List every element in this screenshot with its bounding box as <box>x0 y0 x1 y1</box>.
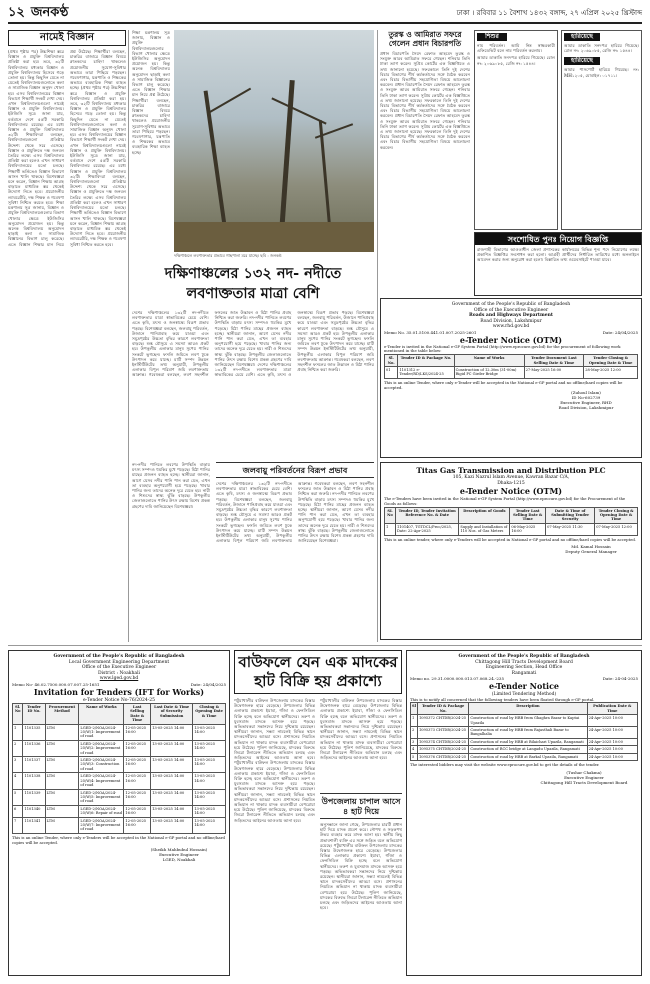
lged-cell: 12-05-2025 16:00 <box>124 724 151 740</box>
lged-footer: This is an online Tender, where only e-Tenders will be accepted in the National e-GP portal and no offline/hard copies will be accepted. <box>12 834 225 845</box>
rhd-td-name: Construction of 12.30m (31-00m) Rigid PC Girder Bridge <box>454 366 524 378</box>
chtdb-signer: (Tushar Chakma) <box>566 769 602 775</box>
lged-cell: 13-05-2025 14:00 <box>151 789 193 805</box>
lead-text-5: দেশের দক্ষিণাঞ্চলের ১৩২টি নদ-নদীতে লবণাক্ততার মাত্রা স্বাভাবিকের চেয়ে বেশি। এতে কৃষি, মৎস্য ও জনস্বাস্থ্যে বিরূপ প্রভাব পড়ছে। বিশেষজ্ঞরা বলছেন, জলবায়ু পরিবর্তন, উজানে পানিপ্রবাহ কমে যাওয়া এবং সমুদ্রপৃষ্ঠের উচ্চতা বৃদ্ধির কারণে লবণাক্ততা বাড়ছে। শুষ্ক মৌসুমে এ সমস্যা আরও প্রকট হয়। উপকূলীয় এলাকার মানুষ সুপেয় পানির সংকটে ভুগছেন। ফসলি জমিতে লবণ ঢুকে উৎপাদন কমে যাচ্ছে। মাটি সম্পদ উন্নয়ন ইনস্টিটিউটের তথ্য অনুযায়ী, উপকূলীয় এলাকার বিপুল পরিমাণ জমি লবণাক্ততায় আক্রান্ত। গবেষকরা বলছেন, লবণ সহনশীল ফসলের জাত উদ্ভাবন ও মিঠা পানির প্রবাহ নিশ্চিত করা জরুরি। <box>216 481 374 544</box>
titas-address: 105, Kazi Nazrul Islam Avenue, Kawran Bazar C/A, <box>452 475 570 480</box>
mini-ad-2-text: আমার ডাকাতি সনদপত্র হারিয়ে গিয়েছে। রোল নং: ২০৬৯০৮৫, রেজি নং: ১৫৪৪। <box>564 43 639 54</box>
chtdb-place: Rangamati <box>511 670 537 676</box>
science-story-heading: নামেই বিজ্ঞান <box>8 30 126 46</box>
chtdb-cell: 24-Apr-2025 10:00 <box>587 746 637 753</box>
lged-signer: (Sheikh Mahbubul Hossain) <box>150 847 208 853</box>
table-row <box>13 724 226 740</box>
chtdb-date: Date: 24-04-2025 <box>602 676 638 681</box>
page-number: ১২ <box>8 4 25 20</box>
photo-caption: দক্ষিণাঞ্চলে লবণাক্ততার প্রভাবে গাছপালা মরে যাচ্ছে। ছবি : জনকণ্ঠ <box>174 253 282 258</box>
science-story-text-3: (প্রথম পৃষ্ঠার পর) উচ্চশিক্ষা স্তরে বিজ্ঞান ও প্রযুক্তি বিশ্ববিদ্যালয় প্রতিষ্ঠা করা হয়। তবে, ৩২টি বিশ্ববিদ্যালয় মধ্যকার বিজ্ঞান ও প্রযুক্তি বিশ্ববিদ্যালয় হিসেবে গড়ে তোলা হয়। কিন্তু কিছুদিন যেতে না যেতেই বিশ্ববিদ্যালয়গুলোতে কলা ও সামাজিক বিজ্ঞান অনুষদ খোলা হয়। এসব বিশ্ববিদ্যালয়ের বিজ্ঞান বিভাগে শিক্ষার্থী সংকট দেখা দেয়। এখন বিশ্ববিদ্যালয়গুলো নামেই বিজ্ঞান ও প্রযুক্তি বিশ্ববিদ্যালয়। ইউজিসি সূত্রে জানা যায়, বর্তমানে দেশে ৫৫টি সরকারি বিশ্ববিদ্যালয় রয়েছে। এর মধ্যে বিজ্ঞান ও প্রযুক্তি বিশ্ববিদ্যালয় ৩২টি। শিক্ষাবিদরা বলছেন, বিশ্ববিদ্যালয়গুলো প্রতিষ্ঠার উদ্দেশ্য থেকে সরে এসেছে। বিজ্ঞান ও প্রযুক্তিতে দক্ষ জনবল তৈরির লক্ষ্যে এসব বিশ্ববিদ্যালয় প্রতিষ্ঠা করা হলেও এখন সাধারণ বিশ্ববিদ্যালয়ের মতো চলছে। শিক্ষার্থী ভর্তিতেও বিজ্ঞান বিভাগে আসন খালি থাকছে। বিশেষজ্ঞরা মনে করেন, বিজ্ঞান শিক্ষায় আগ্রহ বাড়াতে মাধ্যমিক স্তর থেকেই উদ্যোগ নিতে হবে। প্রয়োজনীয় ল্যাবরেটরি, দক্ষ শিক্ষক ও গবেষণা সুবিধা নিশ্চিত করতে হবে। <box>70 85 126 247</box>
lged-cell: 13-05-2025 14:00 <box>193 724 226 740</box>
salinity-photo <box>174 30 374 252</box>
lged-title: Invitation for Tenders (IFT for Works) <box>33 686 205 697</box>
table-row <box>411 715 638 727</box>
recruit-notice <box>474 232 642 296</box>
drug-text-1: পটুয়াখালীর বাউফল উপজেলায় মাদকের বিস্তার উদ্বেগজনক হারে বেড়েছে। উপজেলার বিভিন্ন এলাকায় প্রকাশ্যে ইয়াবা, গাঁজা ও ফেনসিডিল বিক্রি হচ্ছে বলে অভিযোগ স্থানীয়দের। তরুণ ও যুবসমাজ মাদকে আসক্ত হয়ে পড়ছে। অভিভাবকরা সন্তানদের নিয়ে দুশ্চিন্তায় রয়েছেন। স্থানীয়রা জানান, সন্ধ্যা নামলেই বিভিন্ন স্থানে মাদকসেবীদের আড্ডা বসে। প্রশাসনের নিয়মিত অভিযান না থাকায় মাদক ব্যবসায়ীরা বেপরোয়া হয়ে উঠেছে। পুলিশ জানিয়েছে, মাদকের বিরুদ্ধে জিরো টলারেন্স নীতিতে অভিযান চলছে এবং জড়িতদের আইনের আওতায় আনা হবে। <box>234 698 315 761</box>
lged-cell: 1101340 <box>23 805 45 817</box>
lead-subhead-body <box>216 481 374 637</box>
lged-cell: 13-05-2025 14:00 <box>193 740 226 756</box>
chtdb-cell: Construction of RCC bridge at Langadu Upazila, Rangamati <box>469 746 587 753</box>
lged-cell: 12-05-2025 16:00 <box>124 740 151 756</box>
drug-story <box>234 650 402 976</box>
rhd-tender-notice <box>380 298 642 458</box>
lged-cell: 1 <box>13 724 23 740</box>
table-row <box>411 753 638 760</box>
rhd-signer-id: ID No-602739 <box>571 395 601 401</box>
titas-th-id: Tender ID, Tender Invitation Reference No. & Date <box>395 507 458 523</box>
table-row <box>411 738 638 745</box>
science-story-text: (প্রথম পৃষ্ঠার পর) উচ্চশিক্ষা স্তরে বিজ্ঞান ও প্রযুক্তি বিশ্ববিদ্যালয় প্রতিষ্ঠা করা হয়। তবে, ৩২টি বিশ্ববিদ্যালয় মধ্যকার বিজ্ঞান ও প্রযুক্তি বিশ্ববিদ্যালয় হিসেবে গড়ে তোলা হয়। কিন্তু কিছুদিন যেতে না যেতেই বিশ্ববিদ্যালয়গুলোতে কলা ও সামাজিক বিজ্ঞান অনুষদ খোলা হয়। এসব বিশ্ববিদ্যালয়ের বিজ্ঞান বিভাগে শিক্ষার্থী সংকট দেখা দেয়। এখন বিশ্ববিদ্যালয়গুলো নামেই বিজ্ঞান ও প্রযুক্তি বিশ্ববিদ্যালয়। ইউজিসি সূত্রে জানা যায়, বর্তমানে দেশে ৫৫টি সরকারি বিশ্ববিদ্যালয় রয়েছে। এর মধ্যে বিজ্ঞান ও প্রযুক্তি বিশ্ববিদ্যালয় ৩২টি। শিক্ষাবিদরা বলছেন, বিশ্ববিদ্যালয়গুলো প্রতিষ্ঠার উদ্দেশ্য থেকে সরে এসেছে। বিজ্ঞান ও প্রযুক্তিতে দক্ষ জনবল তৈরির লক্ষ্যে এসব বিশ্ববিদ্যালয় প্রতিষ্ঠা করা হলেও এখন সাধারণ বিশ্ববিদ্যালয়ের মতো চলছে। শিক্ষার্থী ভর্তিতেও বিজ্ঞান বিভাগে আসন খালি থাকছে। বিশেষজ্ঞরা মনে করেন, বিজ্ঞান শিক্ষায় আগ্রহ বাড়াতে মাধ্যমিক স্তর থেকেই উদ্যোগ নিতে হবে। প্রয়োজনীয় ল্যাবরেটরি, দক্ষ শিক্ষক ও গবেষণা সুবিধা নিশ্চিত করতে হবে। <box>8 49 64 205</box>
chtdb-cell: 1095376 CHTDB/2024-25 <box>417 753 468 760</box>
drug-text-3: পটুয়াখালীর বাউফল উপজেলায় মাদকের বিস্তার উদ্বেগজনক হারে বেড়েছে। উপজেলার বিভিন্ন এলাকায় প্রকাশ্যে ইয়াবা, গাঁজা ও ফেনসিডিল বিক্রি হচ্ছে বলে অভিযোগ স্থানীয়দের। তরুণ ও যুবসমাজ মাদকে আসক্ত হয়ে পড়ছে। অভিভাবকরা সন্তানদের নিয়ে দুশ্চিন্তায় রয়েছেন। স্থানীয়রা জানান, সন্ধ্যা নামলেই বিভিন্ন স্থানে মাদকসেবীদের আড্ডা বসে। প্রশাসনের নিয়মিত অভিযান না থাকায় মাদক ব্যবসায়ীরা বেপরোয়া হয়ে উঠেছে। পুলিশ জানিয়েছে, মাদকের বিরুদ্ধে জিরো টলারেন্স নীতিতে অভিযান চলছে এবং জড়িতদের আইনের আওতায় আনা হবে। <box>320 698 402 761</box>
chtdb-memo: Memo no. 29.31.0000.000.013.07.068.24.-235 <box>410 676 504 681</box>
mini-ad-1-text: নাম পরিবর্তন। আমি নিম্ন স্বাক্ষরকারী এফিডেভিট বলে নাম পরিবর্তন করলাম। <box>477 43 555 54</box>
mini-ad-2 <box>561 30 642 230</box>
lead-body <box>132 310 374 642</box>
mini-ad-1-title: শিশুর <box>477 33 507 41</box>
lged-gov: Government of the People's Republic of Bangladesh <box>53 654 185 659</box>
lged-cell: 13-05-2025 14:00 <box>151 805 193 817</box>
lged-cell: LTM <box>45 724 79 740</box>
lged-cell: 1101339 <box>23 789 45 805</box>
lged-table <box>12 703 226 834</box>
recruit-title: সংশোধিত পুনঃ নিয়োগ বিজ্ঞপ্তি <box>475 233 641 245</box>
chtdb-cell: Construction of road by HBB from Ghaghra Bazar to Kaptai Upazila <box>469 715 587 727</box>
lged-cell: 12-05-2025 16:00 <box>124 805 151 817</box>
titas-th-sell: Tender Last Selling Date & Time <box>510 507 546 523</box>
lged-cell: 1101341 <box>23 817 45 833</box>
chtdb-board-short: Chittagong Hill Tracts Development Board <box>540 779 628 785</box>
titas-td-close: 07-May-2025 12:00 <box>595 523 638 535</box>
table-row <box>13 817 226 833</box>
lead-text-6: নদ-নদীর পানিতে লবণের উপস্থিতি বাড়ায় মৎস্য সম্পদও হুমকির মুখে পড়েছে। মিঠা পানির মাছের প্রজনন ব্যাহত হচ্ছে। স্থানীয়রা জানান, আগে যেসব নদীর পানি পান করা যেত, এখন তা ব্যবহার অনুপযোগী হয়ে পড়েছে। খাবার পানির জন্য তাদের অনেক দূরে যেতে হয়। নারী ও শিশুদের স্বাস্থ্য ঝুঁকি বাড়ছে। উপকূলীয় জেলাগুলোতে পানির উৎস রক্ষায় বিশেষ প্রকল্প গ্রহণের দাবি জানিয়েছেন বিশেষজ্ঞরা। <box>298 491 374 544</box>
lged-cell: 13-05-2025 14:00 <box>151 757 193 773</box>
chtdb-office: Engineering Section, Head Office <box>485 665 563 670</box>
titas-intro: The e-Tenders have been invited in the National e-GP System Portal (http://www.eprocure.gov.bd) for the Procurement of the Goods as follows: <box>384 496 626 506</box>
rhd-footer: This is an online Tender, where only e-Tender will be accepted in the National e-GP portal and no offline/hard copies will be accepted. <box>384 379 623 390</box>
lged-designation: Executive Engineer <box>159 852 199 858</box>
chtdb-cell: 24-Apr-2025 10:00 <box>587 726 637 738</box>
chtdb-cell: 24-Apr-2025 10:00 <box>587 753 637 760</box>
table-row <box>13 740 226 756</box>
dateline: ঢাকা । রবিবার ১১ বৈশাখ ১৪৩২ বঙ্গাব্দ, ২৭ এপ্রিল ২০২৫ খ্রিস্টাব্দ <box>456 9 642 17</box>
rhd-th-sl: Sl. No. <box>385 355 398 367</box>
lead-body-text <box>132 310 374 460</box>
lged-th-sell: Last Selling Date & Time <box>124 704 151 725</box>
chtdb-cell: Construction of road by HBB from Rajasthali Bazar to Bangalhalia <box>469 726 587 738</box>
chtdb-cell: 1095374 CHTDB/2024-25 <box>417 738 468 745</box>
lged-cell: 13-05-2025 14:00 <box>193 789 226 805</box>
lged-cell: 6 <box>13 805 23 817</box>
chtdb-cell: 2 <box>411 726 418 738</box>
rhd-th-name: Name of Works <box>454 355 524 367</box>
chtdb-cell: 1095375 CHTDB/2024-25 <box>417 746 468 753</box>
lged-cell: LGED-2/NOA/2024-25/W/6: Repair of road <box>80 806 122 816</box>
rhd-signer: (Zuhoul Islam) <box>571 390 601 396</box>
titas-th-sl: SL No <box>385 507 396 523</box>
science-story-continued <box>132 30 170 260</box>
titas-table <box>384 507 638 536</box>
science-story <box>8 30 126 642</box>
chtdb-table <box>410 702 638 761</box>
titas-designation: Deputy General Manager <box>565 549 617 555</box>
lead-text-1: দেশের দক্ষিণাঞ্চলের ১৩২টি নদ-নদীতে লবণাক্ততার মাত্রা স্বাভাবিকের চেয়ে বেশি। এতে কৃষি, মৎস্য ও জনস্বাস্থ্যে বিরূপ প্রভাব পড়ছে। বিশেষজ্ঞরা বলছেন, জলবায়ু পরিবর্তন, উজানে পানিপ্রবাহ কমে যাওয়া এবং সমুদ্রপৃষ্ঠের উচ্চতা বৃদ্ধির কারণে লবণাক্ততা বাড়ছে। শুষ্ক মৌসুমে এ সমস্যা আরও প্রকট হয়। উপকূলীয় এলাকার মানুষ সুপেয় পানির সংকটে ভুগছেন। ফসলি জমিতে লবণ ঢুকে উৎপাদন কমে যাচ্ছে। মাটি সম্পদ উন্নয়ন ইনস্টিটিউটের তথ্য অনুযায়ী, উপকূলীয় এলাকার বিপুল পরিমাণ জমি লবণাক্ততায় আক্রান্ত। গবেষকরা বলছেন, লবণ সহনশীল ফসলের জাত উদ্ভাবন ও মিঠা পানির প্রবাহ নিশ্চিত করা জরুরি। <box>132 310 292 378</box>
rhd-th-sell: Tender Document Last Selling Date & Time <box>524 355 584 367</box>
lged-cell: 13-05-2025 14:00 <box>151 724 193 740</box>
lged-cell: 13-05-2025 14:00 <box>193 757 226 773</box>
chtdb-cell: 24-Apr-2025 10:00 <box>587 738 637 745</box>
rhd-gov: Government of the People's Republic of Bangladesh <box>451 302 571 307</box>
lged-cell: LTM <box>45 805 79 817</box>
lged-cell: 5 <box>13 789 23 805</box>
science-story-text-2: শিক্ষা মন্ত্রণালয় সূত্র জানায়, বিজ্ঞান ও প্রযুক্তি বিশ্ববিদ্যালয়গুলোর বিভাগ খোলার ক্ষেত্রে ইউজিসির অনুমোদন প্রয়োজন হয়। কিন্তু অনেক বিশ্ববিদ্যালয় অনুমোদন ছাড়াই কলা ও সামাজিক বিজ্ঞানের বিভাগ চালু করেছে। এতে বিজ্ঞান শিক্ষার মান নিয়ে প্রশ্ন উঠেছে। শিক্ষার্থীরা বলছেন, চাকরির বাজারে বিজ্ঞান বিষয়ে স্নাতকদের চাহিদা থাকলেও প্রয়োজনীয় সুযোগ-সুবিধার অভাবে তারা পিছিয়ে পড়ছেন। গবেষণাগার, যন্ত্রপাতি ও শিক্ষকের অভাবে ব্যবহারিক শিক্ষা ব্যাহত হচ্ছে। <box>8 49 126 247</box>
mini-ad-3-text: আমার পাসপোর্ট হারিয়ে গিয়েছে। নং: MH১২০৫, মোবাইল: ০১৭১১। <box>564 67 639 78</box>
lged-web[interactable]: www.lged.gov.bd <box>99 676 139 681</box>
chtdb-cell: Construction of road by HBB at Barkal Upazila, Rangamati <box>469 753 587 760</box>
mini-ad-1-extra: আমার ডাকাতি সনদপত্র হারিয়ে গিয়েছে। রোল নং: ২০৬৯০৮৫, রেজি নং: ১৫৪৪। <box>477 55 555 66</box>
table-row <box>13 773 226 789</box>
titas-th-desc: Description of Goods <box>459 507 510 523</box>
drug-headline: বাউফলে যেন এক মাদকের হাট বিক্রি হয় প্রকাশ্যে <box>234 650 402 694</box>
chtdb-cell: 1095373 CHTDB/2024-25 <box>417 726 468 738</box>
chtdb-intro: This is to notify all concerned that the following tenders have been floated through e-GP portal. <box>410 696 595 702</box>
titas-th-security: Date & Time of Submitting Tender Security <box>546 507 595 523</box>
lged-cell: 13-05-2025 14:00 <box>151 817 193 833</box>
mini-ad-1 <box>474 30 558 230</box>
rhd-place: Road Division, Lakshmipur <box>480 318 542 324</box>
titas-city: Dhaka-1215 <box>497 480 525 486</box>
lged-cell: LTM <box>45 789 79 805</box>
science-story-cont-text: শিক্ষা মন্ত্রণালয় সূত্র জানায়, বিজ্ঞান ও প্রযুক্তি বিশ্ববিদ্যালয়গুলোর বিভাগ খোলার ক্ষেত্রে ইউজিসির অনুমোদন প্রয়োজন হয়। কিন্তু অনেক বিশ্ববিদ্যালয় অনুমোদন ছাড়াই কলা ও সামাজিক বিজ্ঞানের বিভাগ চালু করেছে। এতে বিজ্ঞান শিক্ষার মান নিয়ে প্রশ্ন উঠেছে। শিক্ষার্থীরা বলছেন, চাকরির বাজারে বিজ্ঞান বিষয়ে স্নাতকদের চাহিদা থাকলেও প্রয়োজনীয় সুযোগ-সুবিধার অভাবে তারা পিছিয়ে পড়ছেন। গবেষণাগার, যন্ত্রপাতি ও শিক্ষকের অভাবে ব্যবহারিক শিক্ষা ব্যাহত হচ্ছে। <box>132 30 170 155</box>
chtdb-cell: 5 <box>411 753 418 760</box>
mini-ad-3-title: হারিয়েছে <box>564 57 600 65</box>
lged-th-sl: Sl. No <box>13 704 23 725</box>
lead-text-4: নদ-নদীর পানিতে লবণের উপস্থিতি বাড়ায় মৎস্য সম্পদও হুমকির মুখে পড়েছে। মিঠা পানির মাছের প্রজনন ব্যাহত হচ্ছে। স্থানীয়রা জানান, আগে যেসব নদীর পানি পান করা যেত, এখন তা ব্যবহার অনুপযোগী হয়ে পড়েছে। খাবার পানির জন্য তাদের অনেক দূরে যেতে হয়। নারী ও শিশুদের স্বাস্থ্য ঝুঁকি বাড়ছে। উপকূলীয় জেলাগুলোতে পানির উৎস রক্ষায় বিশেষ প্রকল্প গ্রহণের দাবি জানিয়েছেন বিশেষজ্ঞরা। <box>132 462 210 509</box>
lged-cell: 13-05-2025 14:00 <box>151 773 193 789</box>
rhd-date: Date: 24/04/2025 <box>602 329 638 335</box>
drug-body-col1 <box>234 698 315 960</box>
rhd-title: e-Tender Notice (OTM) <box>459 334 563 345</box>
chtdb-cell: 24-Apr-2025 10:00 <box>587 715 637 727</box>
rhd-designation: Executive Engineer, RHD <box>560 400 612 406</box>
titas-signer: Md. Kamal Hossain <box>571 544 611 550</box>
chtdb-th-pub: Publication Date & Time <box>587 703 637 715</box>
rhd-th-id: Tender ID & Package No. <box>398 355 454 367</box>
chtdb-gov: Government of the People's Republic of Bangladesh <box>458 654 590 659</box>
chtdb-subtitle: (Limited Tendering Method) <box>491 692 557 697</box>
lged-cell: LGED-2/NOA/2024-25/W/4: Improvement of road <box>79 773 124 789</box>
chtdb-cell: 3 <box>411 738 418 745</box>
chtdb-th-id: Tender ID & Package No. <box>417 703 468 715</box>
lged-th-close: Closing & Opening Date & Time <box>193 704 226 725</box>
lged-cell: 13-05-2025 14:00 <box>193 773 226 789</box>
lged-th-works: Name of Works <box>79 704 124 725</box>
rhd-memo: Memo No. 35.01.5100.441.01.007.2025-2601 <box>384 329 477 335</box>
lged-cell: 1101336 <box>23 740 45 756</box>
rhd-td-sl: 01 <box>385 366 398 378</box>
rhd-th-close: Tender Closing & Opening Date & Time <box>584 355 638 367</box>
titas-td-id: 1101407, TGTDCL/Proc/2025, Date: 22-Apr-2025 <box>395 523 458 535</box>
chtdb-footer: The interested bidders may visit the website www.eprocure.gov.bd to get the details of the tender. <box>410 761 600 767</box>
titas-td-desc: Supply and Installation of 110 Nos. of Gas Meters <box>459 523 510 535</box>
chtdb-th-sl: Sl <box>411 703 418 715</box>
titas-th-close: Tender Closing & Opening Date & Time <box>595 507 638 523</box>
lged-cell: LGED-2/NOA/2024-25/W/2: Improvement of road <box>79 740 124 756</box>
chtdb-cell: 4 <box>411 746 418 753</box>
rhd-dept: Roads and Highways Department <box>469 313 553 318</box>
chtdb-cell: 1 <box>411 715 418 727</box>
table-row <box>13 757 226 773</box>
lged-cell: LTM <box>45 817 79 833</box>
drug-subheadline: উপজেলায় চাপাল আসে ৪ হাট দিয়ে <box>320 793 402 819</box>
cj-text-3: প্রধান বিচারপতি সৈয়দ রেফাত আহমেদ তুরস্ক ও সংযুক্ত আরব আমিরাত সফরে গেছেন। শনিবার তিনি ঢাকা ত্যাগ করেন। সুপ্রিম কোর্টের এক বিজ্ঞপ্তিতে এ তথ্য জানানো হয়েছে। সফরকালে তিনি দুই দেশের বিচার বিভাগের শীর্ষ কর্মকর্তাদের সঙ্গে বৈঠক করবেন এবং বিচার বিভাগীয় সহযোগিতা বিষয়ে আলোচনা করবেন। <box>380 113 470 150</box>
drug-sub-body <box>320 822 402 962</box>
chtdb-designation: Executive Engineer <box>564 774 604 780</box>
chtdb-cell: 1095372 CHTDB/2024-25 <box>417 715 468 727</box>
chtdb-th-desc: Description <box>469 703 587 715</box>
lged-cell: 2 <box>13 740 23 756</box>
rhd-td-sell: 27-May-2025 16:00 <box>524 366 584 378</box>
cj-body <box>380 51 470 221</box>
lged-cell: 7 <box>13 817 23 833</box>
titas-company: Titas Gas Transmission and Distribution PLC <box>416 466 606 475</box>
cj-text-1: প্রধান বিচারপতি সৈয়দ রেফাত আহমেদ তুরস্ক ও সংযুক্ত আরব আমিরাত সফরে গেছেন। শনিবার তিনি ঢাকা ত্যাগ করেন। সুপ্রিম কোর্টের এক বিজ্ঞপ্তিতে এ তথ্য জানানো হয়েছে। সফরকালে তিনি দুই দেশের বিচার বিভাগের শীর্ষ কর্মকর্তাদের সঙ্গে বৈঠক করবেন এবং বিচার বিভাগীয় সহযোগিতা বিষয়ে আলোচনা করবেন। <box>380 51 470 88</box>
lged-cell: LGED-2/NOA/2024-25/W/1: Improvement of road <box>79 724 124 740</box>
table-row <box>13 805 226 817</box>
lged-cell: 12-05-2025 16:00 <box>124 757 151 773</box>
lged-cell: 13-05-2025 14:00 <box>193 817 226 833</box>
lged-cell: 13-05-2025 14:00 <box>193 805 226 817</box>
recruit-body: রাজশাহী বিভাগের আওতাধীন জেলা প্রশাসকের কার্যালয়ের বিভিন্ন শূন্য পদে নিয়োগের লক্ষ্যে প্রকাশিত বিজ্ঞপ্তির সংশোধন করা হলো। আগ্রহী প্রার্থীদের নির্ধারিত তারিখের মধ্যে অনলাইনে আবেদন করার জন্য অনুরোধ করা হলো। বিস্তারিত তথ্য ওয়েবসাইটে পাওয়া যাবে। <box>477 247 639 263</box>
cj-text-2: প্রধান বিচারপতি সৈয়দ রেফাত আহমেদ তুরস্ক ও সংযুক্ত আরব আমিরাত সফরে গেছেন। শনিবার তিনি ঢাকা ত্যাগ করেন। সুপ্রিম কোর্টের এক বিজ্ঞপ্তিতে এ তথ্য জানানো হয়েছে। সফরকালে তিনি দুই দেশের বিচার বিভাগের শীর্ষ কর্মকর্তাদের সঙ্গে বৈঠক করবেন এবং বিচার বিভাগীয় সহযোগিতা বিষয়ে আলোচনা করবেন। <box>380 82 470 119</box>
lged-cell: LGED-2/NOA/2024-25/W/5: Improvement of road <box>79 789 124 805</box>
lged-cell: 1101335 <box>23 724 45 740</box>
rhd-td-id: 1101312 e-Tender/RD/LKS/2024-25 <box>398 366 454 378</box>
lead-subhead: জলবায়ু পরিবর্তনের বিরূপ প্রভাব <box>216 462 374 478</box>
lged-th-method: Procurement Method <box>45 704 79 725</box>
lead-text-2: নদ-নদীর পানিতে লবণের উপস্থিতি বাড়ায় মৎস্য সম্পদও হুমকির মুখে পড়েছে। মিঠা পানির মাছের প্রজনন ব্যাহত হচ্ছে। স্থানীয়রা জানান, আগে যেসব নদীর পানি পান করা যেত, এখন তা ব্যবহার অনুপযোগী হয়ে পড়েছে। খাবার পানির জন্য তাদের অনেক দূরে যেতে হয়। নারী ও শিশুদের স্বাস্থ্য ঝুঁকি বাড়ছে। উপকূলীয় জেলাগুলোতে পানির উৎস রক্ষায় বিশেষ প্রকল্প গ্রহণের দাবি জানিয়েছেন বিশেষজ্ঞরা। <box>214 315 292 368</box>
lged-cell: 4 <box>13 773 23 789</box>
table-row <box>13 789 226 805</box>
titas-td-sl: 1 <box>385 523 396 535</box>
lged-place: LGED, Noakhali <box>162 857 196 863</box>
rhd-intro: e-Tender is invited in the National e-GP System Portal (http://www.eprocure.gov.bd) for the procurement of following work mentioned in the table below: <box>384 343 621 354</box>
lged-cell: 12-05-2025 16:00 <box>124 789 151 805</box>
page-header <box>8 4 642 24</box>
lged-cell: 1101338 <box>23 773 45 789</box>
drug-text-2: পটুয়াখালীর বাউফল উপজেলায় মাদকের বিস্তার উদ্বেগজনক হারে বেড়েছে। উপজেলার বিভিন্ন এলাকায় প্রকাশ্যে ইয়াবা, গাঁজা ও ফেনসিডিল বিক্রি হচ্ছে বলে অভিযোগ স্থানীয়দের। তরুণ ও যুবসমাজ মাদকে আসক্ত হয়ে পড়ছে। অভিভাবকরা সন্তানদের নিয়ে দুশ্চিন্তায় রয়েছেন। স্থানীয়রা জানান, সন্ধ্যা নামলেই বিভিন্ন স্থানে মাদকসেবীদের আড্ডা বসে। প্রশাসনের নিয়মিত অভিযান না থাকায় মাদক ব্যবসায়ীরা বেপরোয়া হয়ে উঠেছে। পুলিশ জানিয়েছে, মাদকের বিরুদ্ধে জিরো টলারেন্স নীতিতে অভিযান চলছে এবং জড়িতদের আইনের আওতায় আনা হবে। <box>234 760 315 823</box>
lged-th-id: Tender ID No. <box>23 704 45 725</box>
drug-sub-text-1: অনুসন্ধানে জানা গেছে, উপজেলার চারটি প্রধান হাট দিয়ে মাদক প্রবেশ করে। নৌপথ ও সড়কপথ উভয় ব্যবহার করে মাদক আনা হয়। স্থানীয় কিছু প্রভাবশালী ব্যক্তি এর সঙ্গে জড়িত বলে অভিযোগ রয়েছে। <box>320 822 402 848</box>
lged-cell: LTM <box>45 773 79 789</box>
lged-date: Date: 24/04/2025 <box>190 681 226 687</box>
lged-office: Office of the Executive Engineer <box>81 665 157 670</box>
lged-cell: LGED-2/NOA/2024-25/W/3: Construction of road <box>79 757 124 773</box>
lged-memo: Memo No- 46.02.7500.000.07.007.25-1651 <box>12 681 100 687</box>
paper-name: জনকণ্ঠ <box>30 4 69 20</box>
chtdb-tender-notice <box>406 650 642 976</box>
lged-cell: 1101337 <box>23 757 45 773</box>
titas-td-sell: 06-May-2025 16:00 <box>510 523 546 535</box>
rhd-web: www.rhd.gov.bd <box>492 324 530 329</box>
rhd-td-close: 28-May-2025 12:00 <box>584 366 638 378</box>
lged-cell: 12-05-2025 16:00 <box>124 773 151 789</box>
rhd-table <box>384 354 638 379</box>
lged-district: District : Noakhali <box>98 670 140 676</box>
chtdb-board: Chittagong Hill Tracts Development Board <box>475 659 573 665</box>
table-row <box>411 746 638 753</box>
titas-tender-notice <box>380 462 642 640</box>
titas-td-security: 07-May-2025 11:30 <box>546 523 595 535</box>
lead-headline: দক্ষিণাঞ্চলের ১৩২ নদ- নদীতে লবণাক্ততার মাত্রা বেশি <box>164 265 342 302</box>
lged-tender-notice <box>8 650 230 976</box>
titas-title: e-Tender Notice (OTM) <box>459 486 563 496</box>
lead-text-3: দেশের দক্ষিণাঞ্চলের ১৩২টি নদ-নদীতে লবণাক্ততার মাত্রা স্বাভাবিকের চেয়ে বেশি। এতে কৃষি, মৎস্য ও জনস্বাস্থ্যে বিরূপ প্রভাব পড়ছে। বিশেষজ্ঞরা বলছেন, জলবায়ু পরিবর্তন, উজানে পানিপ্রবাহ কমে যাওয়া এবং সমুদ্রপৃষ্ঠের উচ্চতা বৃদ্ধির কারণে লবণাক্ততা বাড়ছে। শুষ্ক মৌসুমে এ সমস্যা আরও প্রকট হয়। উপকূলীয় এলাকার মানুষ সুপেয় পানির সংকটে ভুগছেন। ফসলি জমিতে লবণ ঢুকে উৎপাদন কমে যাচ্ছে। মাটি সম্পদ উন্নয়ন ইনস্টিটিউটের তথ্য অনুযায়ী, উপকূলীয় এলাকার বিপুল পরিমাণ জমি লবণাক্ততায় আক্রান্ত। গবেষকরা বলছেন, লবণ সহনশীল ফসলের জাত উদ্ভাবন ও মিঠা পানির প্রবাহ নিশ্চিত করা জরুরি। <box>214 310 374 378</box>
titas-footer: This is an online tender, where only e-Tenders will be accepted in National e-GP portal and no offline/hard copies will be accepted. <box>384 536 637 542</box>
lged-cell: LTM <box>45 740 79 756</box>
cj-story <box>380 30 470 230</box>
lged-cell: 13-05-2025 14:00 <box>151 740 193 756</box>
lged-cell: LTM <box>45 757 79 773</box>
mini-ad-2-title: হারিয়েছে <box>564 33 600 41</box>
chtdb-title: e-Tender Notice <box>488 681 560 691</box>
table-row <box>385 366 638 378</box>
drug-sub-text-2: পটুয়াখালীর বাউফল উপজেলায় মাদকের বিস্তার উদ্বেগজনক হারে বেড়েছে। উপজেলার বিভিন্ন এলাকায় প্রকাশ্যে ইয়াবা, গাঁজা ও ফেনসিডিল বিক্রি হচ্ছে বলে অভিযোগ স্থানীয়দের। তরুণ ও যুবসমাজ মাদকে আসক্ত হয়ে পড়ছে। অভিভাবকরা সন্তানদের নিয়ে দুশ্চিন্তায় রয়েছেন। স্থানীয়রা জানান, সন্ধ্যা নামলেই বিভিন্ন স্থানে মাদকসেবীদের আড্ডা বসে। প্রশাসনের নিয়মিত অভিযান না থাকায় মাদক ব্যবসায়ীরা বেপরোয়া হয়ে উঠেছে। পুলিশ জানিয়েছে, মাদকের বিরুদ্ধে জিরো টলারেন্স নীতিতে অভিযান চলছে এবং জড়িতদের আইনের আওতায় আনা হবে। <box>320 842 402 911</box>
lged-cell: LGED-2/NOA/2024-25/W/7: Improvement of road <box>79 817 124 833</box>
lged-cell: 12-05-2025 16:00 <box>124 817 151 833</box>
lged-cell: 3 <box>13 757 23 773</box>
table-row <box>411 726 638 738</box>
lged-th-security: Last Date & Time of Security Submission <box>151 704 193 725</box>
rhd-office: Office of the Executive Engineer <box>473 307 549 313</box>
lged-ref: e-Tender Notice No-76/2024-25 <box>83 697 155 703</box>
lged-dept: Local Government Engineering Department <box>68 659 170 665</box>
table-row <box>385 523 638 535</box>
rhd-division: Road Division, Lakshmipur <box>558 405 614 411</box>
cj-headline: তুরস্ক ও আমিরাত সফরে গেলেন প্রধান বিচারপতি <box>388 30 462 48</box>
science-story-body <box>8 49 126 641</box>
chtdb-cell: Construction of road by HBB at Bilaichari Upazila, Rangamati <box>469 738 587 745</box>
